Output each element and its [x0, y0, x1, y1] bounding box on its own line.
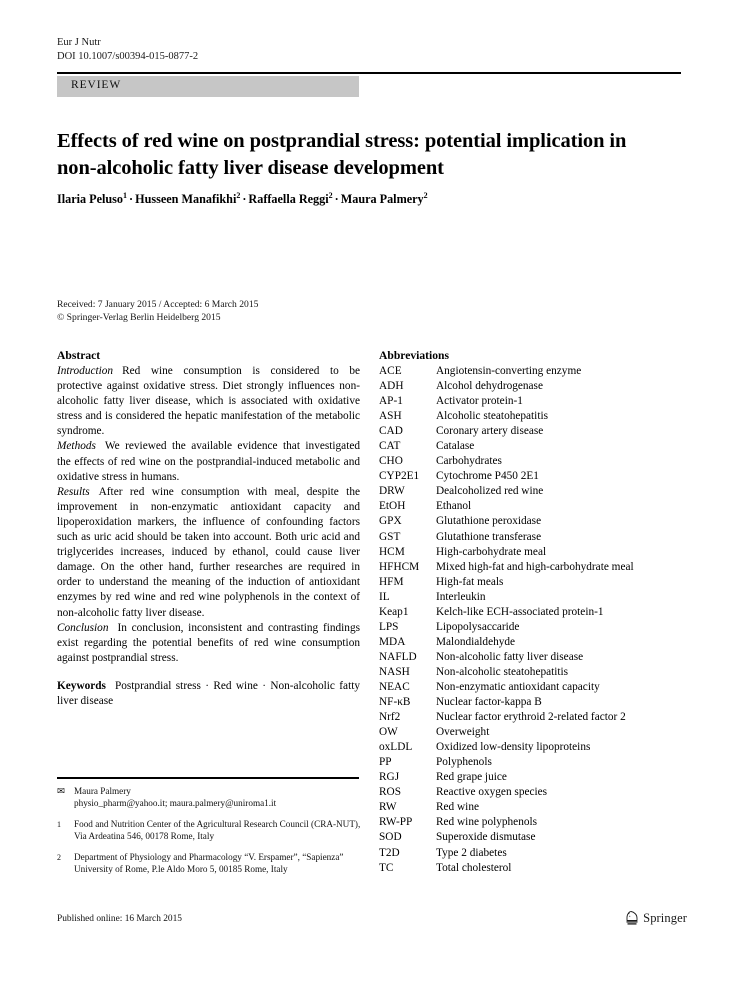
- abbreviation-term: MDA: [379, 635, 406, 648]
- abbreviations-list: [379, 364, 682, 876]
- abbreviation-row: [379, 620, 682, 635]
- abbreviation-row: [379, 740, 682, 755]
- author-name: Raffaella Reggi: [248, 192, 329, 206]
- abbreviation-row: [379, 514, 682, 529]
- abbreviation-term: ACE: [379, 365, 402, 377]
- abbreviation-definition: Total cholesterol: [436, 861, 512, 874]
- affiliation-marker: 1: [57, 819, 61, 829]
- abbreviation-definition: Catalase: [436, 440, 475, 453]
- abstract-section: [57, 364, 360, 439]
- abbreviation-term: ROS: [379, 786, 401, 799]
- abbreviation-row: [379, 605, 682, 620]
- author-separator: ·: [242, 192, 247, 206]
- corresponding-author: [57, 786, 367, 810]
- footnote-divider: [57, 777, 359, 779]
- corresponding-author-name: Maura Palmery: [74, 786, 131, 796]
- article-type-label: REVIEW: [71, 79, 122, 91]
- abbreviation-definition: Nuclear factor-kappa B: [436, 696, 542, 709]
- abbreviation-row: [379, 545, 682, 560]
- abbreviation-term: GST: [379, 530, 401, 543]
- abbreviation-term: HFHCM: [379, 560, 420, 573]
- abbreviation-row: [379, 530, 682, 545]
- abstract-section: [57, 485, 360, 621]
- abbreviations-heading: Abbreviations: [379, 349, 450, 362]
- abbreviation-definition: Alcohol dehydrogenase: [436, 380, 543, 393]
- abbreviation-definition: Malondialdehyde: [436, 635, 516, 648]
- abbreviation-definition: Glutathione transferase: [436, 530, 542, 543]
- abbreviation-definition: Ethanol: [436, 500, 472, 513]
- abbreviation-definition: Non-alcoholic steatohepatitis: [436, 665, 569, 678]
- abbreviation-definition: Interleukin: [436, 590, 486, 603]
- abbreviation-term: DRW: [379, 485, 405, 498]
- abbreviation-term: T2D: [379, 846, 400, 859]
- abbreviation-term: NEAC: [379, 680, 410, 693]
- abbreviation-definition: Activator protein-1: [436, 395, 523, 408]
- springer-knight-icon: [625, 910, 639, 926]
- published-online: Published online: 16 March 2015: [57, 914, 182, 924]
- abbreviation-term: oxLDL: [379, 741, 413, 754]
- abbreviation-definition: Non-alcoholic fatty liver disease: [436, 650, 584, 663]
- author-separator: ·: [334, 192, 339, 206]
- abbreviation-term: EtOH: [379, 500, 406, 513]
- abbreviation-row: [379, 635, 682, 650]
- abbreviation-row: [379, 785, 682, 800]
- abbreviation-row: [379, 409, 682, 424]
- affiliation-text: Food and Nutrition Center of the Agricultural Research Council (CRA-NUT), Via Ardeatina 546, 00178 Rome, Italy: [74, 818, 361, 841]
- abbreviation-term: Nrf2: [379, 711, 401, 724]
- abbreviation-definition: High-fat meals: [436, 575, 504, 588]
- abbreviation-definition: Glutathione peroxidase: [436, 515, 542, 528]
- abbreviation-row: [379, 439, 682, 454]
- abbreviation-term: NAFLD: [379, 650, 417, 663]
- abstract-heading: Abstract: [57, 349, 101, 362]
- abbreviation-row: [379, 815, 682, 830]
- footnotes-block: [57, 786, 367, 884]
- abbreviation-term: NF-κB: [379, 696, 411, 709]
- abbreviation-definition: Alcoholic steatohepatitis: [436, 410, 548, 423]
- abbreviation-term: GPX: [379, 515, 402, 528]
- abbreviation-term: TC: [379, 861, 394, 874]
- abbreviation-term: PP: [379, 756, 392, 769]
- abbreviation-definition: Carbohydrates: [436, 455, 502, 468]
- abbreviation-definition: Cytochrome P450 2E1: [436, 470, 539, 483]
- author-affiliation-marker: 1: [123, 190, 128, 200]
- abstract-section-text: After red wine consumption with meal, despite the improvement in non-enzymatic antioxidant capacity and lipoperoxidation markers, the influence of confounding factors such as uric acid should be taken into account. Both uric acid and triglycerides increases, induced by ethanol, could cause liver damage. On the other hand, further researches are required in order to understand the meaning of the induction of antioxidant enzymes by red wine and red wine polyphenols in the context of non-alcoholic fatty liver disease.: [57, 485, 360, 619]
- abbreviation-row: [379, 424, 682, 439]
- abbreviation-definition: Dealcoholized red wine: [436, 485, 544, 498]
- publisher-name: Springer: [643, 910, 687, 925]
- abbreviation-term: CAD: [379, 425, 403, 438]
- abbreviation-definition: Red wine: [436, 801, 479, 814]
- abbreviation-row: [379, 560, 682, 575]
- abbreviation-definition: Red grape juice: [436, 771, 507, 784]
- abbreviation-definition: Mixed high-fat and high-carbohydrate meal: [436, 560, 634, 573]
- keywords-block: [57, 679, 360, 709]
- abstract-column: [57, 348, 360, 709]
- abbreviation-definition: Nuclear factor erythroid 2-related factor 2: [436, 711, 626, 724]
- abbreviation-definition: Angiotensin-converting enzyme: [436, 365, 582, 377]
- author-name: Maura Palmery: [340, 192, 424, 206]
- abbreviation-definition: Coronary artery disease: [436, 425, 544, 438]
- abbreviation-term: SOD: [379, 831, 402, 844]
- journal-header: [57, 36, 198, 64]
- abbreviation-row: [379, 364, 682, 379]
- abbreviation-term: IL: [379, 590, 390, 603]
- abbreviation-definition: Polyphenols: [436, 756, 492, 769]
- received-accepted: Received: 7 January 2015 / Accepted: 6 March 2015: [57, 299, 259, 310]
- abbreviation-term: ADH: [379, 380, 404, 393]
- affiliation-text: Department of Physiology and Pharmacology “V. Erspamer”, “Sapienza” University of Rome, P.le Aldo Moro 5, 00185 Rome, Italy: [74, 851, 344, 874]
- abstract-section-label: Introduction: [57, 365, 114, 377]
- abbreviation-definition: High-carbohydrate meal: [436, 545, 547, 558]
- abbreviation-term: AP-1: [379, 395, 403, 408]
- abbreviation-row: [379, 590, 682, 605]
- author-list: [57, 191, 657, 207]
- header-divider: [57, 72, 681, 74]
- abbreviation-definition: Non-enzymatic antioxidant capacity: [436, 680, 600, 693]
- abbreviation-term: HCM: [379, 545, 405, 558]
- abbreviation-row: [379, 695, 682, 710]
- abbreviation-term: RGJ: [379, 771, 400, 784]
- abbreviation-row: [379, 861, 682, 876]
- abstract-section-label: Results: [57, 485, 90, 498]
- abbreviation-term: CAT: [379, 440, 401, 453]
- abstract-section: [57, 439, 360, 484]
- abbreviation-term: RW: [379, 801, 397, 814]
- abbreviation-definition: Superoxide dismutase: [436, 831, 536, 844]
- abbreviation-term: ASH: [379, 410, 402, 423]
- abbreviation-row: [379, 484, 682, 499]
- author-name: Ilaria Peluso: [57, 192, 124, 206]
- abstract-section: [57, 621, 360, 666]
- abbreviation-row: [379, 830, 682, 845]
- abbreviation-definition: Lipopolysaccaride: [436, 620, 520, 633]
- abbreviation-term: Keap1: [379, 605, 409, 618]
- affiliation-marker: 2: [57, 852, 61, 862]
- abbreviation-row: [379, 680, 682, 695]
- abbreviation-term: NASH: [379, 665, 410, 678]
- abbreviation-row: [379, 575, 682, 590]
- abbreviation-row: [379, 665, 682, 680]
- abbreviation-definition: Type 2 diabetes: [436, 846, 507, 859]
- abbreviation-definition: Red wine polyphenols: [436, 816, 538, 829]
- corresponding-author-emails[interactable]: physio_pharm@yahoo.it; maura.palmery@uniroma1.it: [74, 797, 277, 808]
- abbreviation-definition: Overweight: [436, 726, 490, 739]
- abbreviation-row: [379, 394, 682, 409]
- journal-doi: DOI 10.1007/s00394-015-0877-2: [57, 51, 199, 62]
- abbreviation-row: [379, 846, 682, 861]
- abbreviations-column: [379, 348, 682, 876]
- abbreviation-definition: Oxidized low-density lipoproteins: [436, 741, 591, 754]
- affiliation-item: [57, 819, 367, 843]
- abstract-section-text: In conclusion, inconsistent and contrasting findings exist regarding the potential benefits of red wine consumption against postprandial stress.: [57, 621, 360, 664]
- abbreviation-term: RW-PP: [379, 816, 413, 829]
- author-affiliation-marker: 2: [236, 190, 241, 200]
- author-name: Husseen Manafikhi: [135, 192, 237, 206]
- abbreviation-row: [379, 725, 682, 740]
- publication-dates: [57, 299, 258, 324]
- abstract-section-label: Methods: [57, 440, 96, 453]
- abbreviation-row: [379, 755, 682, 770]
- abbreviation-row: [379, 770, 682, 785]
- abbreviation-row: [379, 499, 682, 514]
- abstract-section-text: We reviewed the available evidence that investigated the effects of red wine on the postprandial-induced metabolic and oxidative stress in humans.: [57, 440, 360, 483]
- abbreviation-row: [379, 469, 682, 484]
- abbreviation-definition: Kelch-like ECH-associated protein-1: [436, 605, 604, 618]
- abbreviation-row: [379, 650, 682, 665]
- author-affiliation-marker: 2: [423, 190, 428, 200]
- abbreviation-term: CYP2E1: [379, 470, 420, 483]
- author-affiliation-marker: 2: [328, 190, 333, 200]
- journal-name: Eur J Nutr: [57, 37, 101, 48]
- author-separator: ·: [129, 192, 134, 206]
- abbreviation-term: CHO: [379, 455, 403, 468]
- affiliations: [57, 819, 367, 876]
- abbreviation-term: OW: [379, 726, 398, 739]
- page-title: Effects of red wine on postprandial stress: potential implication in non-alcoholic fatty liver disease development: [57, 130, 627, 179]
- abstract-body: [57, 364, 360, 666]
- abbreviation-row: [379, 800, 682, 815]
- abstract-section-text: Red wine consumption is considered to be protective against oxidative stress. Diet strongly influences non-alcoholic fatty liver disease, which is associated with oxidative stress and is considered the hepatic manifestation of the metabolic syndrome.: [57, 365, 360, 438]
- keywords-text: Postprandial stress · Red wine · Non-alcoholic fatty liver disease: [57, 679, 360, 707]
- copyright-line: © Springer-Verlag Berlin Heidelberg 2015: [57, 311, 221, 323]
- abbreviation-row: [379, 379, 682, 394]
- abbreviation-row: [379, 710, 682, 725]
- article-type-banner: [57, 76, 359, 97]
- abstract-section-label: Conclusion: [57, 621, 109, 634]
- publisher-logo: [625, 910, 687, 926]
- affiliation-item: [57, 852, 367, 876]
- envelope-icon: ✉: [57, 787, 65, 797]
- abbreviation-term: HFM: [379, 575, 404, 588]
- abbreviation-term: LPS: [379, 620, 399, 633]
- keywords-heading: Keywords: [57, 679, 106, 692]
- abbreviation-row: [379, 454, 682, 469]
- abbreviation-definition: Reactive oxygen species: [436, 786, 548, 799]
